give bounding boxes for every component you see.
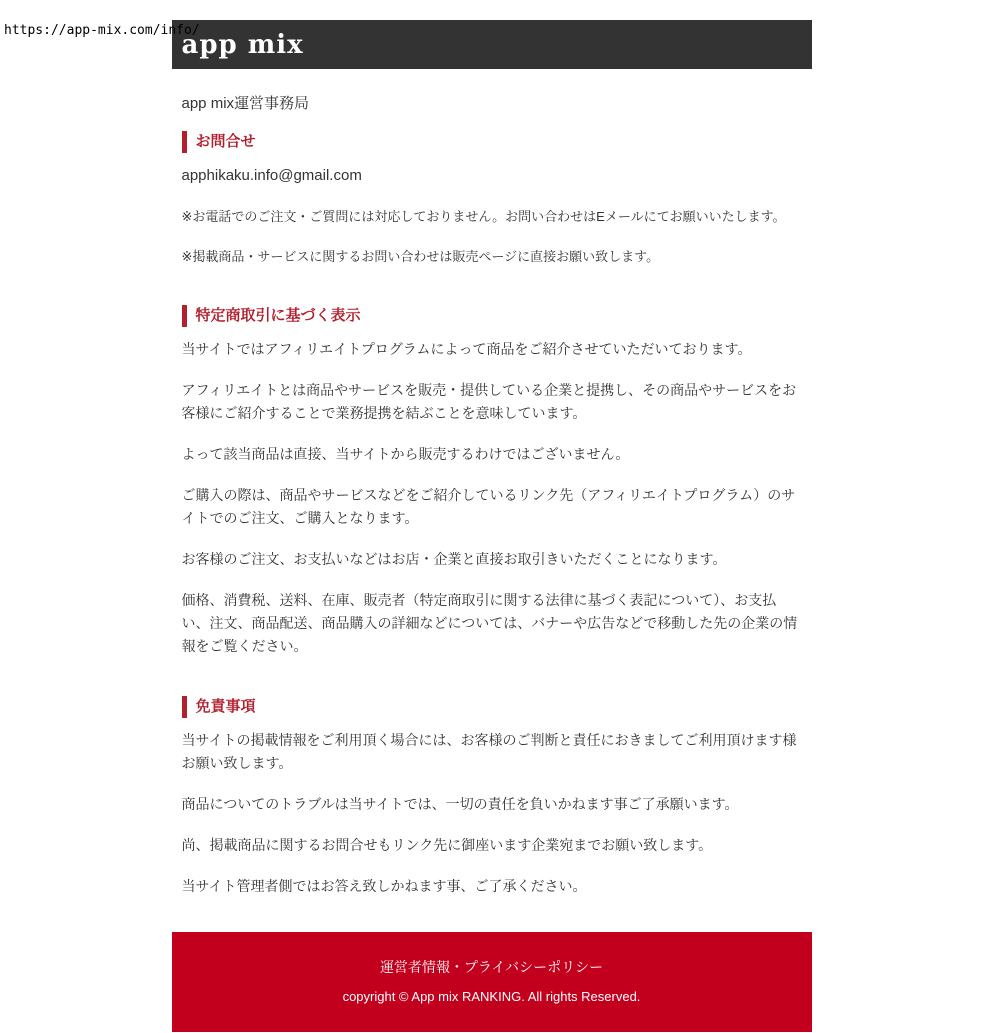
section-title-disclaimer: 免責事項 xyxy=(182,696,802,718)
commerce-disclosure-section xyxy=(182,305,802,658)
contact-email-text: apphikaku.info@gmail.com xyxy=(181,167,362,184)
paragraph: 商品についてのトラブルは当サイトでは、一切の責任を負いかねます事ご了承願います。 xyxy=(181,796,739,812)
paragraph: お客様のご注文、お支払いなどはお店・企業と直接お取引きいただくことになります。 xyxy=(181,551,727,567)
contact-section xyxy=(182,131,802,267)
footer-privacy-policy-link[interactable]: 運営者情報・プライバシーポリシー xyxy=(379,959,604,975)
site-logo[interactable]: app mix xyxy=(181,29,304,60)
contact-note-products: ※掲載商品・サービスに関するお問い合わせは販売ページに直接お願い致します。 xyxy=(181,249,660,264)
paragraph: 尚、掲載商品に関するお問合せもリンク先に御座います企業宛までお願い致します。 xyxy=(181,837,713,853)
page-container xyxy=(172,20,812,1032)
page-url: https://app-mix.com/info/ xyxy=(4,23,200,38)
paragraph: アフィリエイトとは商品やサービスを販売・提供している企業と提携し、その商品やサービスをお客様にご紹介することで業務提携を結ぶことを意味しています。 xyxy=(181,382,797,421)
section-title-contact: お問合せ xyxy=(182,131,802,153)
paragraph: 当サイトではアフィリエイトプログラムによって商品をご紹介させていただいております。 xyxy=(181,341,752,357)
operator-label: app mix運営事務局 xyxy=(181,95,310,112)
contact-note-phone: ※お電話でのご注文・ご質問には対応しておりません。お問い合わせはEメールにてお願いいたします。 xyxy=(181,209,786,224)
copyright-text: copyright © App mix RANKING. All rights Reserved. xyxy=(342,989,641,1004)
site-footer xyxy=(172,932,812,1032)
site-header xyxy=(172,20,812,69)
paragraph: 価格、消費税、送料、在庫、販売者（特定商取引に関する法律に基づく表記について）、お支払い、注文、商品配送、商品購入の詳細などについては、バナーや広告などで移動した先の企業の情報をご覧ください。 xyxy=(181,592,798,654)
paragraph: ご購入の際は、商品やサービスなどをご紹介しているリンク先（アフィリエイトプログラム）のサイトでのご注文、ご購入となります。 xyxy=(181,487,796,526)
paragraph: よって該当商品は直接、当サイトから販売するわけではございません。 xyxy=(181,446,630,462)
disclaimer-section xyxy=(182,696,802,898)
main-content xyxy=(172,93,812,898)
paragraph: 当サイトの掲載情報をご利用頂く場合には、お客様のご判断と責任におきましてご利用頂けます様お願い致します。 xyxy=(181,732,797,771)
section-title-commerce-disclosure: 特定商取引に基づく表示 xyxy=(182,305,802,327)
paragraph: 当サイト管理者側ではお答え致しかねます事、ご了承ください。 xyxy=(181,878,587,894)
